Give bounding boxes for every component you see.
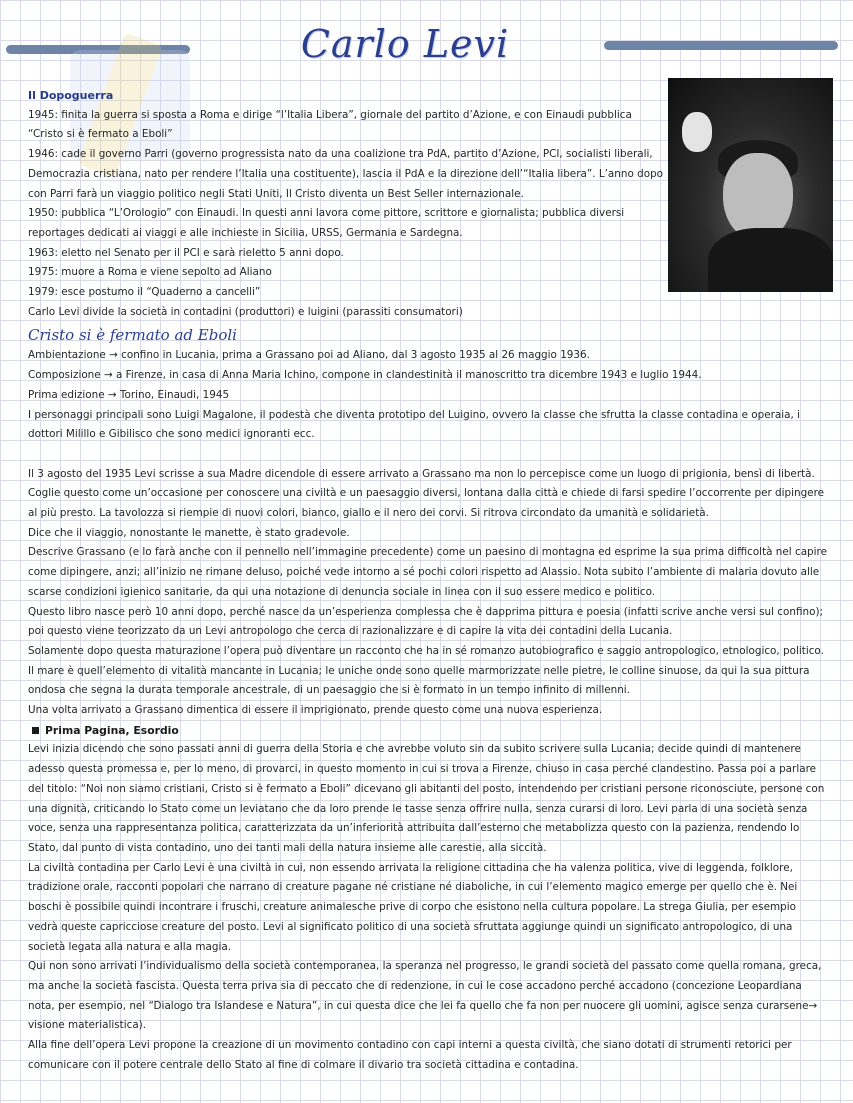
dopoguerra-line: Carlo Levi divide la società in contadini (produttori) e luigini (parassiti consumatori)	[28, 305, 463, 318]
dopoguerra-heading: Il Dopoguerra	[28, 89, 114, 102]
cristo-paragraph: Dice che il viaggio, nonostante le manette, è stato gradevole.	[28, 526, 350, 539]
cristo-intro-line: Ambientazione → confino in Lucania, prima a Grassano poi ad Aliano, dal 3 agosto 1935 al 26 maggio 1936.	[28, 349, 590, 362]
dopoguerra-line: 1945: finita la guerra si sposta a Roma e dirige “l’Italia Libera”, giornale del partito d’Azione, e con Einaudi pubblica “Cristo si è fermato a Eboli”	[28, 108, 632, 141]
square-bullet-icon	[32, 727, 39, 734]
page-title: Carlo Levi	[300, 22, 510, 66]
section-paragraph: La civiltà contadina per Carlo Levi è una civiltà in cui, non essendo arrivata la religione cittadina che ha valenza politica, vive di leggenda, folklore, tradizione orale, racconti popolari che narrano di creature pagane né cristiane né diaboliche, in cui l’elemento magico emerge per quello che è. Nei boschi è possibile quindi incontrare i fruschi, creature animalesche prive di corpo che esistono nella cultura popolare. La strega Giulia, per esempio vedrà queste capricciose creature del posto. Levi al significato politico di una società sfruttata aggiunge quindi un significato antropologico, di una società legata alla natura e alla magia.	[28, 861, 798, 953]
cristo-paragraph: Questo libro nasce però 10 anni dopo, perché nasce da un’esperienza complessa che è dapprima pittura e poesia (infatti scrive anche versi sul confino); poi questo viene teorizzato da un Levi antropologo che cerca di razionalizzare e di capire la vita dei contadini della Lucania.	[28, 605, 823, 638]
dopoguerra-line: 1979: esce postumo il “Quaderno a cancelli”	[28, 286, 261, 299]
document-body	[28, 86, 828, 1075]
dopoguerra-line: 1950: pubblica “L’Orologio” con Einaudi. In questi anni lavora come pittore, scrittore e giornalista; pubblica diversi reportages dedicati ai viaggi e alle inchieste in Sicilia, URSS, Germania e Sardegna.	[28, 207, 625, 239]
cristo-intro-line: Composizione → a Firenze, in casa di Anna Maria Ichino, compone in clandestinità il manoscritto tra dicembre 1943 e luglio 1944.	[28, 369, 702, 382]
dopoguerra-line: 1963: eletto nel Senato per il PCI e sarà rieletto 5 anni dopo.	[28, 246, 344, 259]
decorative-bar-right	[604, 41, 838, 50]
cristo-intro-line: I personaggi principali sono Luigi Magalone, il podestà che diventa prototipo del Luigino, ovvero la classe che sfrutta la classe contadina e operaia, i dottori Milillo e Gibilisco che sono medici ignoranti ecc.	[28, 408, 801, 441]
section-paragraph: Levi inizia dicendo che sono passati anni di guerra della Storia e che avrebbe voluto sin da subito scrivere sulla Lucania; decide quindi di mantenere adesso questa promessa e, per lo meno, di provarci, in questo momento in cui si trova a Firenze, chiuso in casa perché clandestino. Passa poi a parlare del titolo: “Noi non siamo cristiani, Cristo si è fermato a Eboli” dicevano gli abitanti del posto, intendendo per cristiani persone riconosciute, persone con una dignità, criticando lo Stato come un leviatano che da loro prende le tasse senza offrire nulla, senza curarsi di loro. Levi parla di una società senza voce, senza una rappresentanza politica, caratterizzata da un’inferiorità attribuita dall’esterno che metabolizza questo con la pazienza, rendendo lo Stato, dal punto di vista contadino, uno dei tanti mali della natura insieme alle carestie, alla siccità.	[28, 743, 825, 854]
cristo-paragraph: Una volta arrivato a Grassano dimentica di essere il imprigionato, prende questo come una nuova esperienza.	[28, 704, 603, 717]
section-paragraph: Alla fine dell’opera Levi propone la creazione di un movimento contadino con capi interni a questa civiltà, che siano dotati di strumenti retorici per comunicare con il potere centrale dello Stato al fine di colmare il divario tra società cittadina e contadina.	[28, 1039, 792, 1071]
section-heading-label: Prima Pagina, Esordio	[45, 723, 179, 737]
paragraph-gap	[28, 445, 828, 465]
cristo-paragraph: Solamente dopo questa maturazione l’opera può diventare un racconto che ha in sé romanzo autobiografico e saggio antropologico, etnologico, politico.	[28, 644, 824, 657]
cristo-heading: Cristo si è fermato ad Eboli	[28, 326, 237, 345]
section-heading	[28, 721, 828, 741]
cristo-intro-line: Prima edizione → Torino, Einaudi, 1945	[28, 388, 230, 401]
dopoguerra-line: 1975: muore a Roma e viene sepolto ad Aliano	[28, 266, 272, 279]
cristo-paragraph: Descrive Grassano (e lo farà anche con il pennello nell’immagine precedente) come un paesino di montagna ed esprime la sua prima difficoltà nel capire come dipingere, anzi; all’inizio ne rimane deluso, poiché vede intorno a sé pochi colori rispetto ad Alassio. Nota subito l’ambiente di malaria dovuto alle scarse condizioni igienico sanitarie, da qui una notazione di denuncia sociale in linea con il suo essere medico e politico.	[28, 546, 827, 598]
dopoguerra-line: 1946: cade il governo Parri (governo progressista nato da una coalizione tra PdA, partito d’Azione, PCI, socialisti liberali, Democrazia cristiana, nato per rendere l’Italia una costituente), lascia il PdA e la direzione dell’“Italia libera”. L’anno dopo con Parri farà un viaggio politico negli Stati Uniti, Il Cristo diventa un Best Seller internazionale.	[28, 148, 664, 200]
dopoguerra-section	[28, 86, 664, 322]
cristo-paragraph: Il 3 agosto del 1935 Levi scrisse a sua Madre dicendole di essere arrivato a Grassano ma non lo percepisce come un luogo di prigionia, bensì di libertà. Coglie questo come un’occasione per conoscere una civiltà e un paesaggio diversi, lontana dalla città e chiede di farsi spedire l’occorrente per dipingere al più presto. La tavolozza si riempie di nuovi colori, bianco, giallo e il nero dei corvi. Si ritrova circondato da umanità e solidarietà.	[28, 467, 825, 520]
section-paragraph: Qui non sono arrivati l’individualismo della società contemporanea, la speranza nel progresso, le grandi società del passato come quella romana, greca, ma anche la società fascista. Questa terra priva sia di peccato che di redenzione, in cui le cose accadono perché accadono (concezione Leopardiana nota, per esempio, nel “Dialogo tra Islandese e Natura”, in cui questa dice che lei fa quello che fa non per nuocere gli uomini, agisce senza curarsene→ visione materialistica).	[28, 960, 822, 1032]
cristo-paragraph: Il mare è quell’elemento di vitalità mancante in Lucania; le uniche onde sono quelle marmorizzate nelle pietre, le colline sinuose, da qui la sua pittura ondosa che segna la durata temporale ancestrale, di un paesaggio che si è formato in un tempo infinito di millenni.	[28, 664, 810, 697]
